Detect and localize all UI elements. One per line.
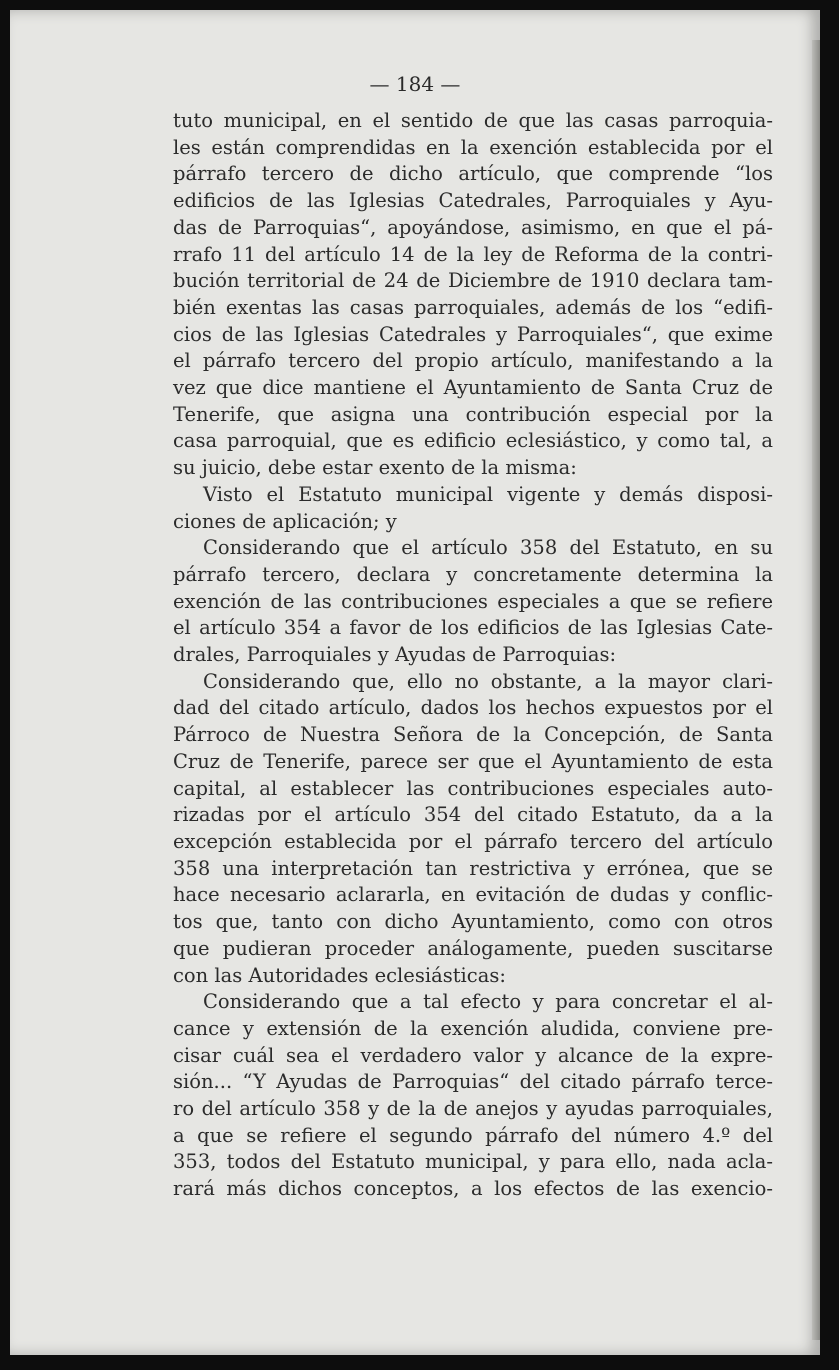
text-line: Tenerife, que asigna una contribución especial por la	[173, 402, 773, 426]
body-text	[173, 108, 773, 1203]
text-line: drales, Parroquiales y Ayudas de Parroquias:	[173, 643, 617, 667]
text-line: tuto municipal, en el sentido de que las casas parroquia-	[173, 109, 773, 132]
text-line: ciones de aplicación; y	[173, 509, 397, 533]
text-line: edificios de las Iglesias Catedrales, Parroquiales y Ayu-	[173, 189, 773, 213]
text-line: párrafo tercero de dicho artículo, que comprende “los	[173, 162, 773, 186]
page-edge-shadow	[812, 40, 820, 1340]
text-line: les están comprendidas en la exención establecida por el	[173, 135, 773, 159]
text-line: cance y extensión de la exención aludida, conviene pre-	[173, 1016, 773, 1040]
text-line: bución territorial de 24 de Diciembre de 1910 declara tam-	[173, 269, 773, 293]
text-line: vez que dice mantiene el Ayuntamiento de Santa Cruz de	[173, 376, 773, 400]
text-line: capital, al establecer las contribuciones especiales auto-	[173, 776, 773, 800]
text-line: sión... “Y Ayudas de Parroquias“ del citado párrafo terce-	[173, 1070, 773, 1094]
text-line: hace necesario aclararla, en evitación de dudas y conflic-	[173, 883, 773, 907]
text-line: bién exentas las casas parroquiales, además de los “edifi-	[173, 295, 773, 319]
text-line: Considerando que a tal efecto y para concretar el al-	[203, 990, 773, 1014]
book-page	[10, 10, 820, 1355]
text-line: Cruz de Tenerife, parece ser que el Ayuntamiento de esta	[173, 749, 773, 773]
text-line: con las Autoridades eclesiásticas:	[173, 963, 506, 987]
text-line: tos que, tanto con dicho Ayuntamiento, como con otros	[173, 910, 773, 934]
text-line: casa parroquial, que es edificio eclesiástico, y como tal, a	[173, 429, 773, 453]
text-line: Considerando que el artículo 358 del Estatuto, en su	[203, 536, 773, 560]
text-line: rrafo 11 del artículo 14 de la ley de Reforma de la contri-	[173, 242, 773, 266]
text-line: rizadas por el artículo 354 del citado Estatuto, da a la	[173, 803, 773, 827]
text-line: cios de las Iglesias Catedrales y Parroquiales“, que exime	[173, 322, 773, 346]
text-line: 353, todos del Estatuto municipal, y para ello, nada acla-	[173, 1150, 773, 1174]
text-line: el párrafo tercero del propio artículo, manifestando a la	[173, 349, 773, 373]
text-line: rará más dichos conceptos, a los efectos de las exencio-	[173, 1177, 773, 1201]
text-line: cisar cuál sea el verdadero valor y alcance de la expre-	[173, 1043, 773, 1067]
text-line: su juicio, debe estar exento de la misma:	[173, 456, 577, 480]
text-line: el artículo 354 a favor de los edificios de las Iglesias Cate-	[173, 616, 773, 640]
text-line: Visto el Estatuto municipal vigente y demás disposi-	[203, 482, 773, 506]
text-line: Párroco de Nuestra Señora de la Concepción, de Santa	[173, 723, 773, 747]
text-line: Considerando que, ello no obstante, a la mayor clari-	[203, 669, 773, 693]
text-line: dad del citado artículo, dados los hechos expuestos por el	[173, 696, 773, 720]
page-number: — 184 —	[369, 72, 461, 96]
text-line: ro del artículo 358 y de la de anejos y ayudas parroquiales,	[173, 1097, 773, 1121]
text-line: párrafo tercero, declara y concretamente determina la	[173, 562, 773, 586]
text-line: que pudieran proceder análogamente, pueden suscitarse	[173, 936, 773, 960]
text-line: excepción establecida por el párrafo tercero del artículo	[173, 829, 773, 853]
text-line: a que se refiere el segundo párrafo del número 4.º del	[173, 1123, 773, 1147]
text-line: exención de las contribuciones especiales a que se refiere	[173, 589, 773, 613]
text-line: 358 una interpretación tan restrictiva y errónea, que se	[173, 856, 773, 880]
text-line: das de Parroquias“, apoyándose, asimismo, en que el pá-	[173, 215, 773, 239]
